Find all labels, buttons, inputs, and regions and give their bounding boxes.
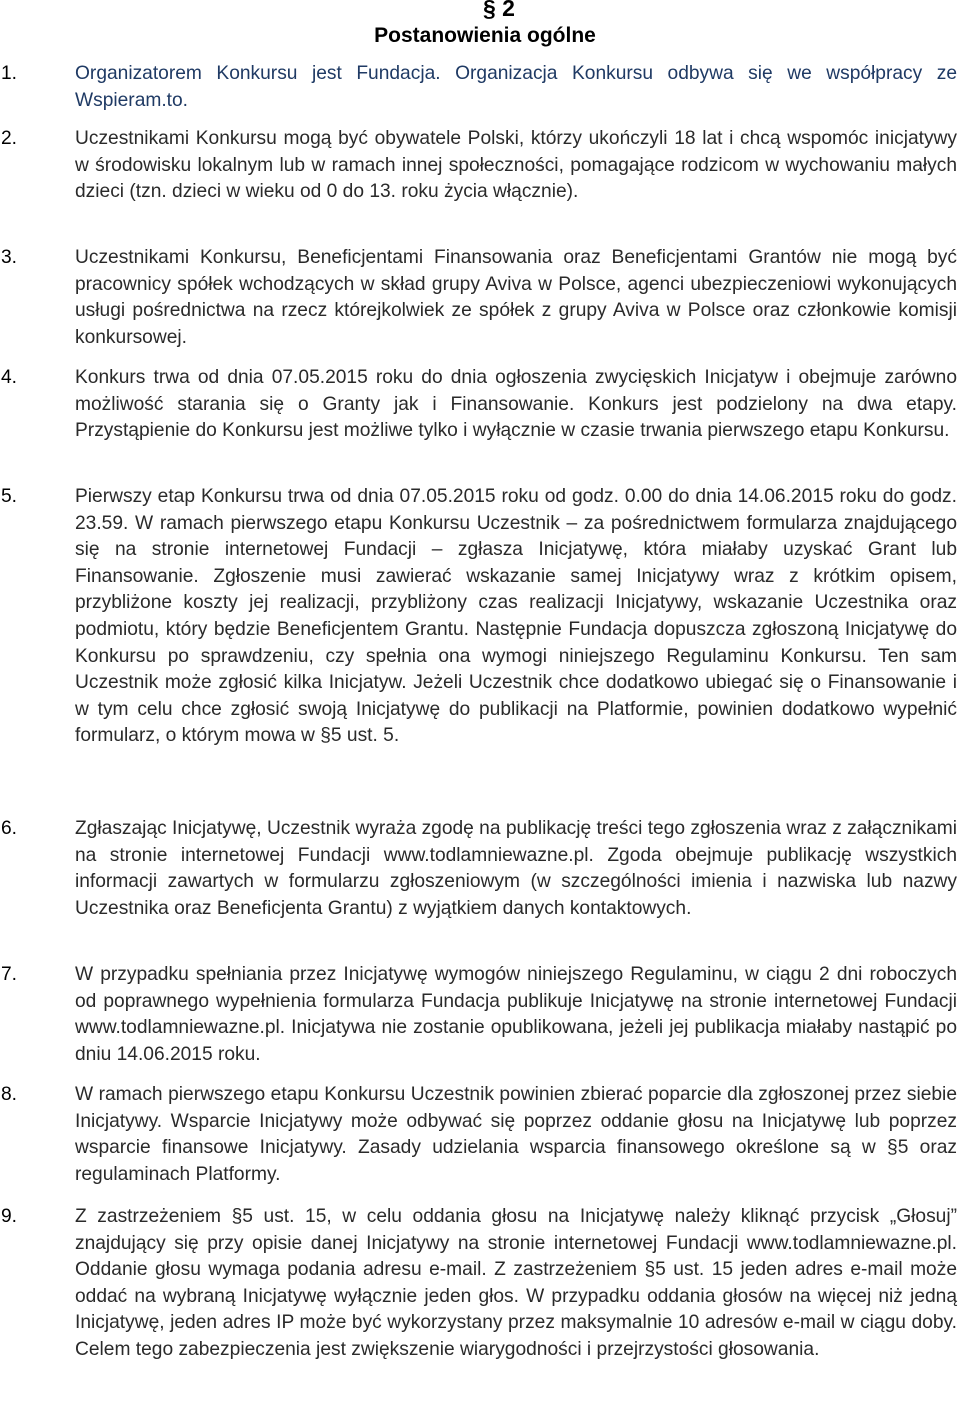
item-text: Uczestnikami Konkursu, Beneficjentami Finansowania oraz Beneficjentami Grantów nie mogą być pracownicy spółek wchodzących w skład grupy Aviva w Polsce, agenci ubezpieczeniowi wykonujących usługi pośrednictwa na rzecz którejkolwiek ze spółek z grupy Aviva w Polsce oraz członkowie komisji konkursowej. (75, 247, 957, 348)
item-number: 9. (1, 1206, 18, 1227)
item-number: 5. (1, 486, 18, 507)
item-number: 3. (1, 247, 18, 268)
item-number: 8. (1, 1084, 18, 1105)
section-title: Postanowienia ogólne (374, 24, 596, 47)
item-text: Pierwszy etap Konkursu trwa od dnia 07.05.2015 roku od godz. 0.00 do dnia 14.06.2015 roku do godz. 23.59. W ramach pierwszego etapu Konkursu Uczestnik – za pośrednictwem formularza znajdującego się na stronie internetowej Fundacji – zgłasza Inicjatywę, która miałaby uzyskać Grant lub Finansowanie. Zgłoszenie musi zawierać wskazanie samej Inicjatywy wraz z krótkim opisem, przybliżone koszty jej realizacji, przybliżony czas realizacji Inicjatywy, wskazanie Uczestnika oraz podmiotu, który będzie Beneficjentem Grantu. Następnie Fundacja dopuszcza zgłoszoną Inicjatywę do Konkursu po sprawdzeniu, czy spełnia ona wymogi niniejszego Regulaminu Konkursu. Ten sam Uczestnik może zgłosić kilka Inicjatyw. Jeżeli Uczestnik chce dodatkowo ubiegać się o Finansowanie i w tym celu chce zgłosić swoją Inicjatywę do publikacji na Platformie, powinien dodatkowo wypełnić formularz, o którym mowa w §5 ust. 5. (75, 486, 957, 747)
item-text: Organizatorem Konkursu jest Fundacja. Organizacja Konkursu odbywa się we współpracy ze Wspieram.to. (75, 63, 957, 111)
item-number: 6. (1, 818, 18, 839)
item-number: 1. (1, 63, 18, 84)
item-text: W przypadku spełniania przez Inicjatywę wymogów niniejszego Regulaminu, w ciągu 2 dni roboczych od poprawnego wypełnienia formularza Fundacja publikuje Inicjatywę na stronie internetowej Fundacji www.todlamniewazne.pl. Inicjatywa nie zostanie opublikowana, jeżeli jej publikacja miałaby nastąpić po dniu 14.06.2015 roku. (75, 964, 957, 1065)
item-text: Z zastrzeżeniem §5 ust. 15, w celu oddania głosu na Inicjatywę należy kliknąć przycisk „Głosuj” znajdujący się przy opisie danej Inicjatywy na stronie internetowej Fundacji www.todlamniewazne.pl. Oddanie głosu wymaga podania adresu e-mail. Z zastrzeżeniem §5 ust. 15 jeden adres e-mail może oddać na wybraną Inicjatywę wyłącznie jeden głos. W przypadku oddania głosów na więcej niż jedną Inicjatywę, jeden adres IP może być wykorzystany przez maksymalnie 10 adresów e-mail w ciągu doby. Celem tego zabezpieczenia jest zwiększenie wiarygodności i przejrzystości głosowania. (75, 1206, 957, 1360)
item-text: Konkurs trwa od dnia 07.05.2015 roku do dnia ogłoszenia zwycięskich Inicjatyw i obejmuje zarówno możliwość starania się o Granty jak i Finansowanie. Konkurs jest podzielony na dwa etapy. Przystąpienie do Konkursu jest możliwe tylko i wyłącznie w czasie trwania pierwszego etapu Konkursu. (75, 367, 957, 442)
item-text: Zgłaszając Inicjatywę, Uczestnik wyraża zgodę na publikację treści tego zgłoszenia wraz z załącznikami na stronie internetowej Fundacji www.todlamniewazne.pl. Zgoda obejmuje publikację wszystkich informacji zawartych w formularzu zgłoszeniowym (w szczególności imienia i nazwiska lub nazwy Uczestnika oraz Beneficjenta Grantu) z wyjątkiem danych kontaktowych. (75, 818, 957, 919)
section-mark: § 2 (483, 0, 515, 21)
item-number: 2. (1, 128, 18, 149)
item-number: 7. (1, 964, 18, 985)
item-text: Uczestnikami Konkursu mogą być obywatele Polski, którzy ukończyli 18 lat i chcą wspomóc inicjatywy w środowisku lokalnym lub w ramach innej społeczności, pomagające rodzicom w wychowaniu małych dzieci (tzn. dzieci w wieku od 0 do 13. roku życia włącznie). (75, 128, 957, 203)
item-number: 4. (1, 367, 18, 388)
item-text: W ramach pierwszego etapu Konkursu Uczestnik powinien zbierać poparcie dla zgłoszonej przez siebie Inicjatywy. Wsparcie Inicjatywy może odbywać się poprzez oddanie głosu na Inicjatywę lub poprzez wsparcie finansowe Inicjatywy. Zasady udzielania wsparcia finansowego określone są w §5 oraz regulaminach Platformy. (75, 1084, 957, 1185)
